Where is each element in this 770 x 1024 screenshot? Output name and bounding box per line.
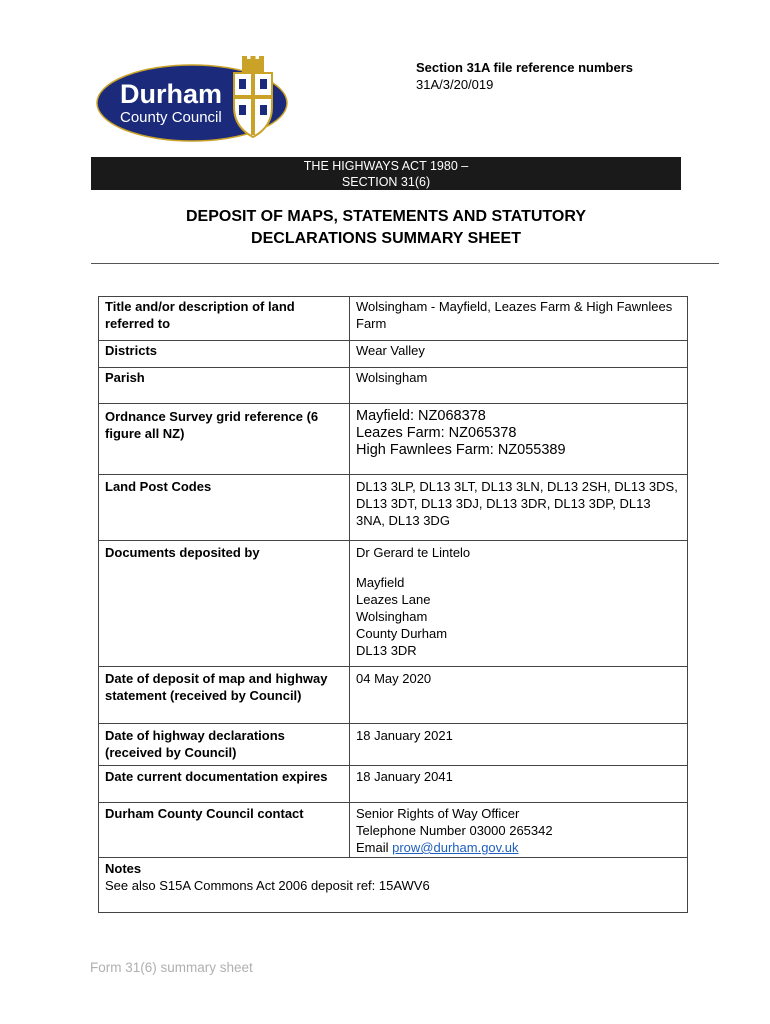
contact-value bbox=[350, 803, 688, 858]
table-row bbox=[99, 724, 688, 766]
declaration-date-value: 18 January 2021 bbox=[350, 724, 688, 766]
post-codes-value: DL13 3LP, DL13 3LT, DL13 3LN, DL13 2SH, DL13 3DS, DL13 3DT, DL13 3DJ, DL13 3DR, DL13 3DP, DL13 3NA, DL13 3DG bbox=[350, 475, 688, 541]
grid-reference-label: Ordnance Survey grid reference (6 figure all NZ) bbox=[99, 404, 350, 475]
durham-county-council-logo bbox=[96, 55, 296, 143]
act-banner-line2: SECTION 31(6) bbox=[341, 175, 431, 189]
contact-label: Durham County Council contact bbox=[99, 803, 350, 858]
file-reference-number: 31A/3/20/019 bbox=[416, 77, 494, 92]
table-row bbox=[99, 667, 688, 724]
summary-table bbox=[98, 296, 688, 913]
contact-phone: Telephone Number 03000 265342 bbox=[356, 823, 553, 838]
table-row bbox=[99, 541, 688, 667]
expiry-date-value: 18 January 2041 bbox=[350, 766, 688, 803]
notes-cell bbox=[99, 858, 688, 913]
post-codes-label: Land Post Codes bbox=[99, 475, 350, 541]
districts-value: Wear Valley bbox=[350, 341, 688, 368]
parish-label: Parish bbox=[99, 368, 350, 404]
depositor-name: Dr Gerard te Lintelo bbox=[356, 545, 471, 560]
notes-value: See also S15A Commons Act 2006 deposit ref: 15AWV6 bbox=[105, 878, 430, 893]
depositor-address-line1: Mayfield bbox=[356, 575, 405, 590]
title-label: Title and/or description of land referred to bbox=[99, 297, 350, 341]
declaration-date-label: Date of highway declarations (received by Council) bbox=[99, 724, 350, 766]
grid-reference-fawnlees: High Fawnlees Farm: NZ055389 bbox=[356, 442, 566, 458]
grid-reference-mayfield: Mayfield: NZ068378 bbox=[356, 408, 486, 424]
expiry-date-label: Date current documentation expires bbox=[99, 766, 350, 803]
file-reference-title: Section 31A file reference numbers bbox=[416, 60, 633, 75]
notes-label: Notes bbox=[105, 861, 142, 876]
deposited-by-value bbox=[350, 541, 688, 667]
grid-reference-leazes: Leazes Farm: NZ065378 bbox=[356, 425, 517, 441]
contact-email-link[interactable]: prow@durham.gov.uk bbox=[392, 840, 519, 855]
table-row bbox=[99, 297, 688, 341]
logo-wordmark: Durham bbox=[120, 79, 223, 109]
contact-role: Senior Rights of Way Officer bbox=[356, 806, 520, 821]
council-crest-icon bbox=[96, 55, 296, 143]
table-row bbox=[99, 858, 688, 913]
title-value: Wolsingham - Mayfield, Leazes Farm & High Fawnlees Farm bbox=[350, 297, 688, 341]
contact-email-prefix: Email bbox=[356, 840, 393, 855]
depositor-address-line3: Wolsingham bbox=[356, 609, 428, 624]
logo-subtitle: County Council bbox=[120, 109, 222, 126]
parish-value: Wolsingham bbox=[350, 368, 688, 404]
depositor-address-line2: Leazes Lane bbox=[356, 592, 431, 607]
grid-reference-value bbox=[350, 404, 688, 475]
table-row bbox=[99, 341, 688, 368]
table-row bbox=[99, 475, 688, 541]
table-row bbox=[99, 803, 688, 858]
table-row bbox=[99, 404, 688, 475]
page-title-line2: DECLARATIONS SUMMARY SHEET bbox=[251, 230, 521, 247]
page-title-line1: DEPOSIT OF MAPS, STATEMENTS AND STATUTORY bbox=[185, 208, 586, 225]
districts-label: Districts bbox=[99, 341, 350, 368]
depositor-address-line4: County Durham bbox=[356, 626, 448, 641]
deposit-date-value: 04 May 2020 bbox=[350, 667, 688, 724]
act-banner bbox=[91, 157, 681, 190]
page-title bbox=[90, 206, 682, 250]
table-row bbox=[99, 368, 688, 404]
depositor-address-line5: DL13 3DR bbox=[356, 643, 417, 658]
form-footer: Form 31(6) summary sheet bbox=[90, 960, 253, 975]
file-reference bbox=[416, 59, 633, 93]
act-banner-line1: THE HIGHWAYS ACT 1980 – bbox=[303, 159, 469, 173]
deposited-by-label: Documents deposited by bbox=[99, 541, 350, 667]
heading-divider bbox=[91, 263, 719, 264]
deposit-date-label: Date of deposit of map and highway statement (received by Council) bbox=[99, 667, 350, 724]
contact-email-line bbox=[356, 839, 681, 856]
table-row bbox=[99, 766, 688, 803]
